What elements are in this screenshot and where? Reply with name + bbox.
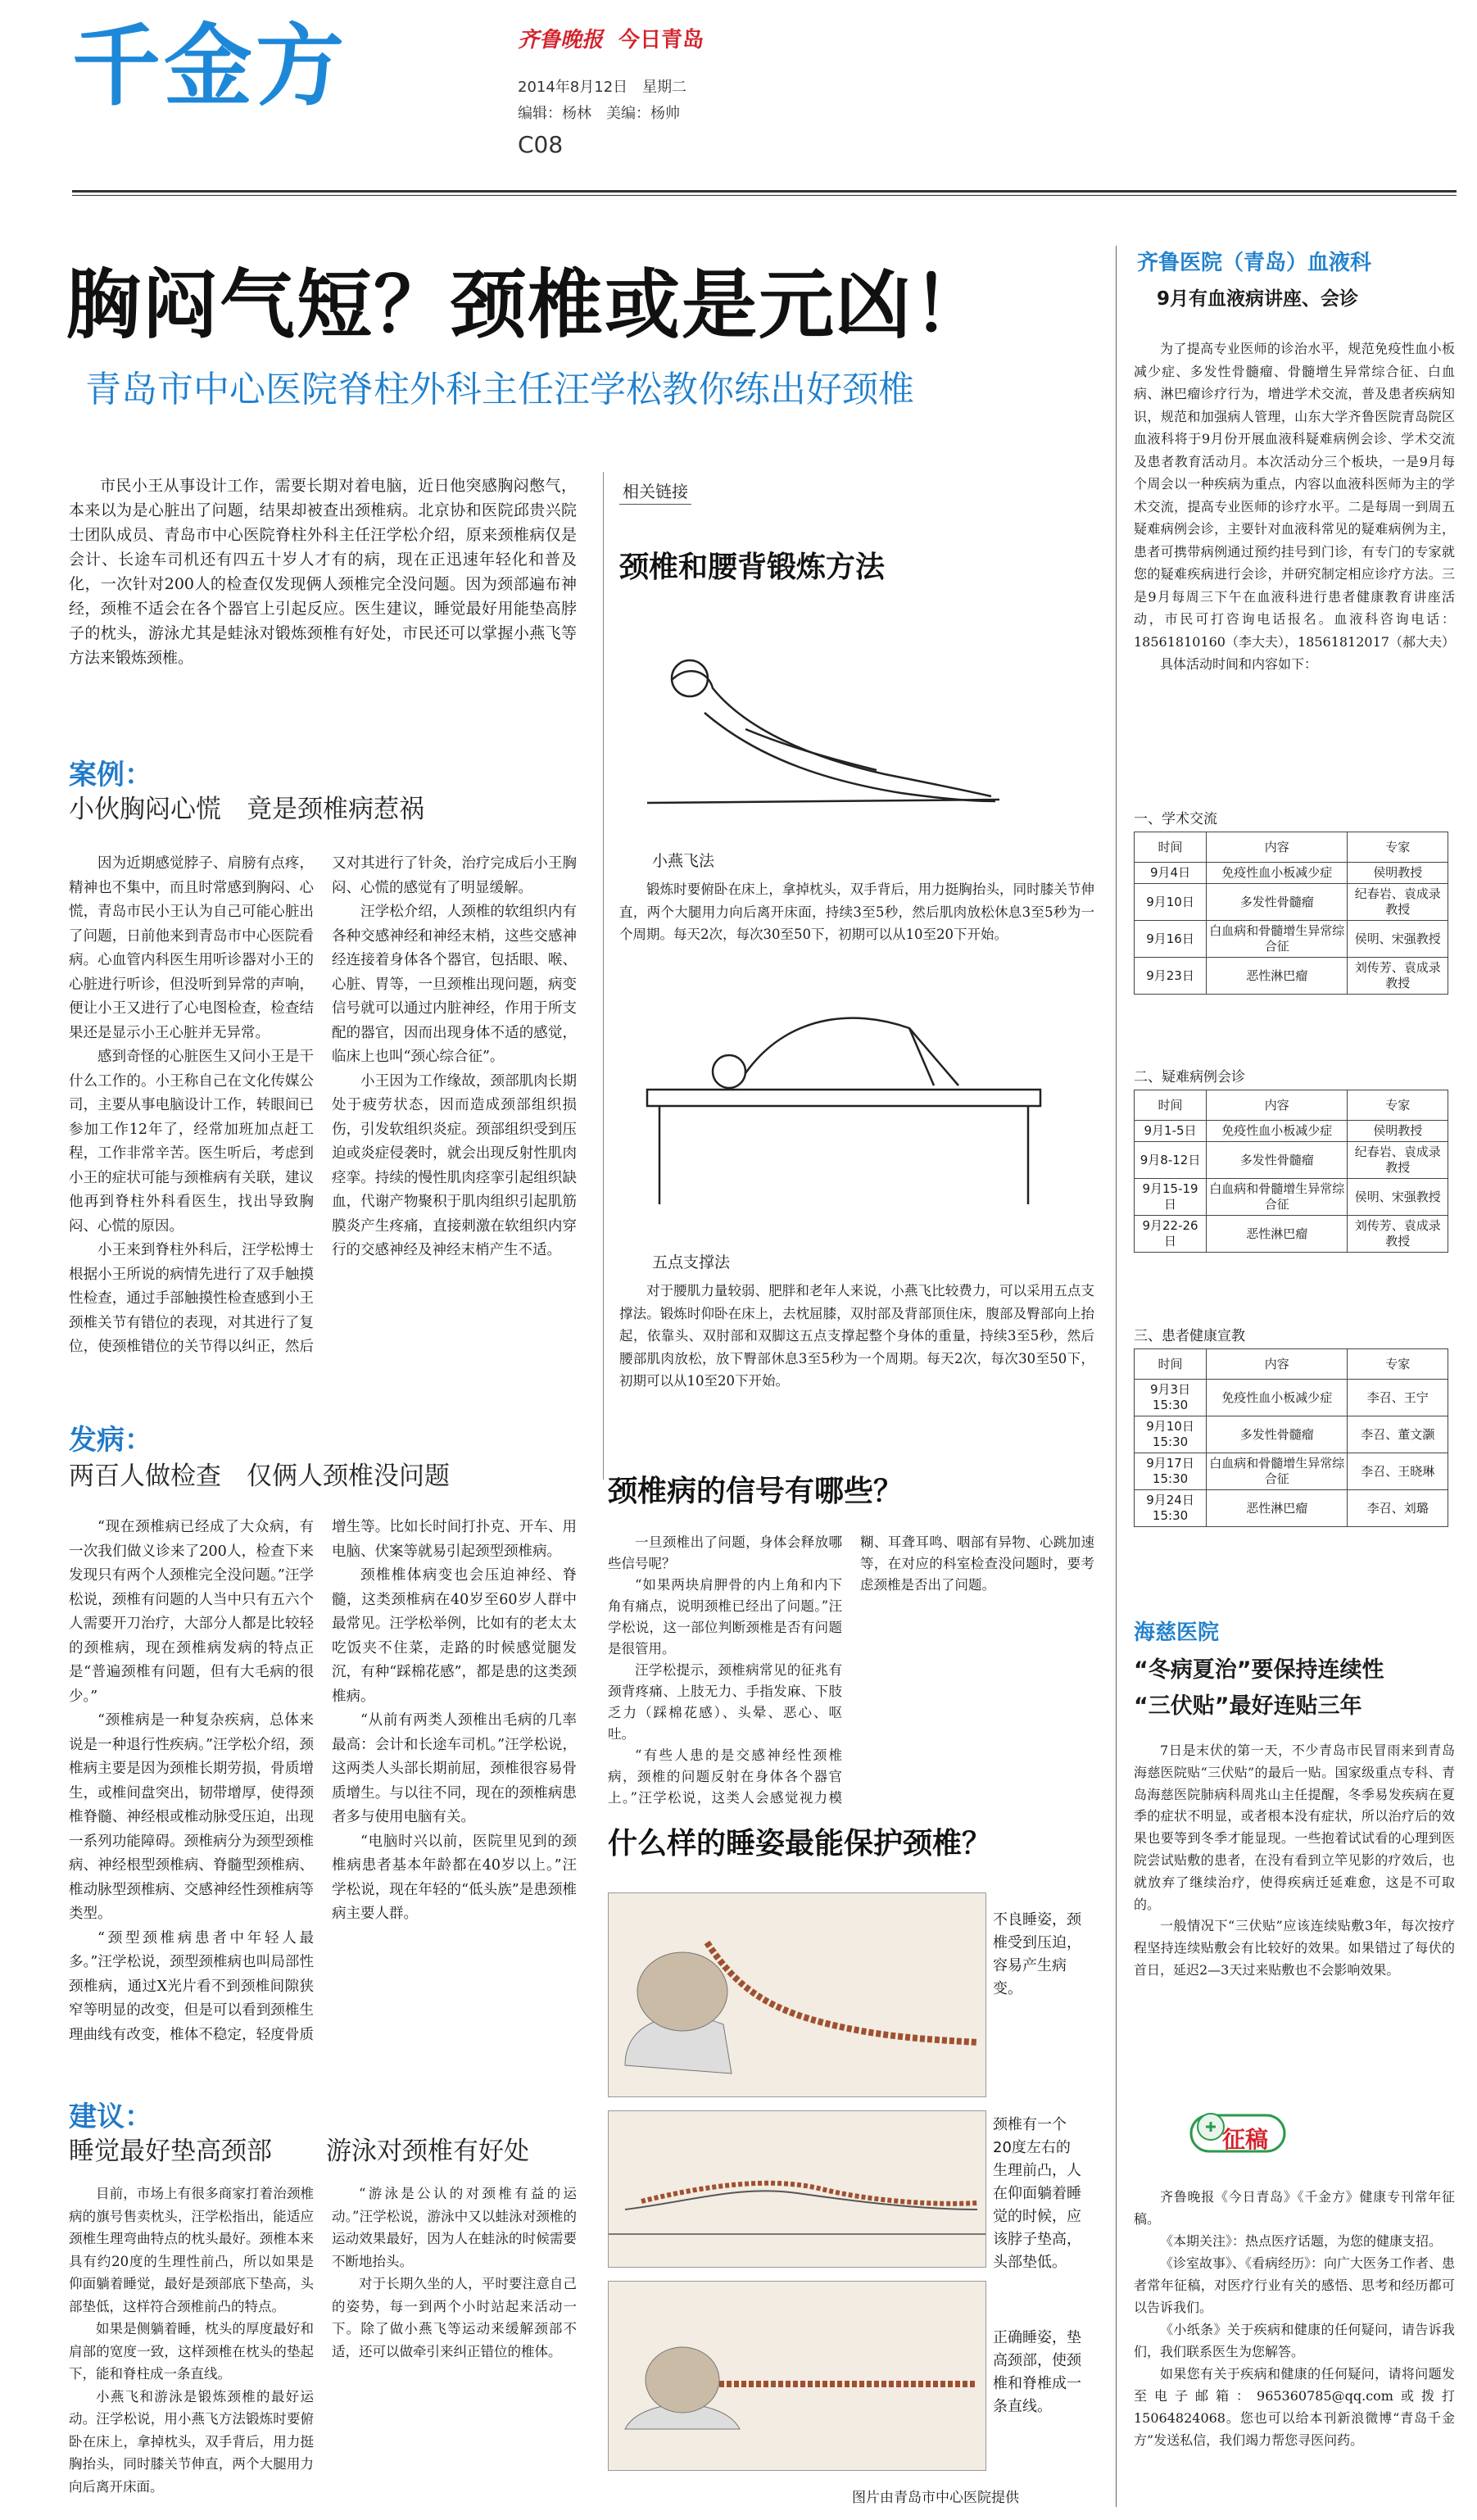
cfp-paragraph: 《小纸条》关于疾病和健康的任何疑问，请告诉我们，我们联系医生为您解答。 [1134,2322,1455,2359]
masthead-rule [72,190,1457,193]
cell: 9月16日 [1135,921,1207,958]
hospital-1-text: 为了提高专业医师的诊治水平，规范免疫性血小板减少症、多发性骨髓瘤、骨髓增生异常综合征、白血病、淋巴瘤诊疗行为，增进学术交流，普及患者疾病知识，规范和加强病人管理，山东大学齐鲁医院青岛院区血液科将于9月份开展血液科疑难病例会诊、学术交流及患者教育活动月。本次活动分三个板块，一是9月每个周会以一种疾病为重点，内容以血液科医师为主的学术交流，提高专业医师的诊疗水平。二是每周一到周五疑难病例会诊，主要针对血液科常见的疑难病例为主，患者可携带病例通过预约挂号到门诊，有专门的专家就您的疑难疾病进行会诊，并研究制定相应诊疗方法。三是9月每周三下午在血液科进行患者健康教育讲座活动，市民可打咨询电话报名。血液科咨询电话：18561810160（李大夫），18561812017（郝大夫） [1134,341,1455,650]
sleep-caption-supine: 颈椎有一个20度左右的生理前凸，人在仰面躺着睡觉的时候，应该脖子垫高，头部垫低。 [993,2116,1081,2271]
cfp-paragraph: 《本期关注》：热点医疗话题，为您的健康支招。 [1160,2233,1443,2249]
cell: 9月17日15:30 [1135,1453,1207,1490]
exercise-title: 颈椎和腰背锻炼方法 [619,551,886,584]
table-row [1135,1121,1448,1142]
cell: 李召、刘璐 [1348,1490,1448,1527]
swallow-text-p: 锻炼时要俯卧在床上，拿掉枕头，双手背后，用力挺胸抬头，同时膝关节伸直，两个大腿用力向后离开床面，持续3至5秒，然后肌肉放松休息3至5秒为一个周期。每天2次，每次30至50下，初期可以从10至20下开始。 [619,882,1094,942]
bad-head [637,1952,727,2031]
lead-text: 市民小王从事设计工作，需要长期对着电脑，近日他突感胸闷憋气，本来以为是心脏出了问题，结果却被查出颈椎病。北京协和医院邱贵兴院士团队成员、青岛市中心医院脊柱外科主任汪学松介绍，原来颈椎病仅是会计、长途车司机还有四五十岁人才有的病，现在正迅速年轻化和普及化，一次针对200人的检查仅发现俩人颈椎完全没问题。因为颈部遍布神经，颈椎不适会在各个器官上引起反应。医生建议，睡觉最好用能垫高脖子的枕头，游泳尤其是蛙泳对锻炼颈椎有好处，市民还可以掌握小燕飞等方法来锻炼颈椎。 [69,477,577,667]
cell: 免疫性血小板减少症 [1207,863,1348,884]
cell: 白血病和骨髓增生异常综合征 [1207,921,1348,958]
bad-spine [707,1942,977,2042]
cell: 9月10日15:30 [1135,1416,1207,1453]
cell: 9月8-12日 [1135,1142,1207,1179]
onset-paragraph: “现在颈椎病已经成了大众病，有一次我们做义诊来了200人，检查下来发现只有两个人颈椎完全没问题。”汪学松说，颈椎有问题的人当中只有五六个人需要开刀治疗，大部分人都是比较轻的颈椎病，现在颈椎病发病的特点正是“普遍颈椎有问题，但有大毛病的很少。” [69,1519,314,1705]
table-row [1135,863,1448,884]
table-1 [1134,832,1448,995]
five-point-legs [909,1028,934,1086]
table-row [1135,1490,1448,1527]
onset-paragraph: “从前有两类人颈椎出毛病的几率最高：会计和长途车司机。”汪学松说，这两类人头部长期前屈，颈椎很容易骨质增生。与以往不同，现在的颈椎病患者多与使用电脑有关。 [332,1712,577,1825]
five-point-text [619,1280,1094,1393]
table-row [1135,958,1448,995]
signal-paragraph: “有些人患的是交感神经性颈椎病，颈椎的问题反射在身体各个器官上。”汪学松说，这类人会感觉视力模糊、耳聋耳鸣、咽部有异物、心跳加速等，在对应的科室检查没问题时，要考虑颈椎是否出了问题。 [608,1534,1094,1806]
sleep-title: 什么样的睡姿最能保护颈椎？ [608,1827,992,1861]
table-row [1135,884,1448,921]
advice-subtitle-b: 游泳对颈椎有好处 [326,2137,529,2166]
sleep-figure-side [608,2281,986,2471]
th-content: 内容 [1207,1349,1348,1380]
five-point-head [713,1055,745,1088]
call-for-papers-label: 征稿 [1222,2126,1269,2153]
cell: 纪春岩、袁成录教授 [1348,884,1448,921]
case-tag: 案例： [69,759,152,791]
cell: 多发性骨髓瘤 [1207,1142,1348,1179]
th-expert: 专家 [1348,1349,1448,1380]
bed [647,1090,1040,1106]
cell: 恶性淋巴瘤 [1207,958,1348,995]
hospital-2-paragraph: 一般情况下“三伏贴”应该连续贴敷3年，每次按疗程坚持连续贴敷会有比较好的效果。如果错过了每伏的首日，延迟2—3天过来贴敷也不会影响效果。 [1134,1918,1455,1978]
advice-subtitle-a: 睡觉最好垫高颈部 [69,2137,272,2166]
masthead-rule-thin [72,195,1457,196]
table-3-title: 三、患者健康宣教 [1134,1328,1245,1344]
th-content: 内容 [1207,1090,1348,1121]
side-head [646,2347,719,2413]
advice-paragraph: 如果是侧躺着睡，枕头的厚度最好和肩部的宽度一致，这样颈椎在枕头的垫起下，能和脊柱成一条直线。 [69,2321,314,2382]
paper-name [518,23,704,53]
cfp-paragraph: 如果您有关于疾病和健康的任何疑问，请将问题发至电子邮箱：965360785@qq.com或拨打15064824068。您也可以给本刊新浪微博“青岛千金方”发送私信，我们竭力帮您寻医问药。 [1134,2366,1455,2448]
signal-paragraph: 汪学松提示，颈椎病常见的征兆有颈背疼痛、上肢无力、手指发麻、下肢乏力（踩棉花感）、头晕、恶心、呕吐。 [608,1662,842,1742]
hospital-2-paragraph: 7日是末伏的第一天，不少青岛市民冒雨来到青岛海慈医院贴“三伏贴”的最后一贴。国家级重点专科、青岛海慈医院肺病科周兆山主任提醒，冬季易发疾病在夏季的症状不明显，或者根本没有症状，所以治疗后的效果也要等到冬季才能显现。一些抱着试试看的心理到医院尝试贴敷的患者，在没有看到立竿见影的疗效后，也就放弃了继续治疗，使得疾病迁延难愈，这是不可取的。 [1134,1743,1455,1912]
th-expert: 专家 [1348,1090,1448,1121]
issue-date: 2014年8月12日 星期二 [518,79,687,96]
swallow-caption: 小燕飞法 [652,852,715,870]
main-subheadline: 青岛市中心医院脊柱外科主任汪学松教你练出好颈椎 [85,369,914,410]
case-subtitle: 小伙胸闷心慌 竟是颈椎病惹祸 [69,795,424,824]
cell: 9月24日15:30 [1135,1490,1207,1527]
editors: 编辑：杨林 美编：杨帅 [518,105,680,122]
case-paragraph: 小王因为工作缘故，颈部肌肉长期处于疲劳状态，因而造成颈部组织损伤，引发软组织炎症。颈部组织受到压迫或炎症侵袭时，就会出现反射性肌肉痉挛。持续的慢性肌肉痉挛引起组织缺血，代谢产物聚积于肌肉组织引起肌筋膜炎产生疼痛，直接刺激在软组织内穿行的交感神经及神经末梢产生不适。 [332,1072,577,1258]
cell: 9月22-26日 [1135,1216,1207,1253]
table-row [1135,1142,1448,1179]
table-row [1135,1453,1448,1490]
cell: 侯明、宋强教授 [1348,921,1448,958]
five-point-body [745,1018,958,1086]
case-body [69,852,577,1385]
edition-name: 今日青岛 [618,28,705,52]
supine-spine [641,2183,977,2204]
cell: 免疫性血小板减少症 [1207,1121,1348,1142]
th-time: 时间 [1135,1349,1207,1380]
signal-paragraph: 一旦颈椎出了问题，身体会释放哪些信号呢？ [608,1534,842,1571]
onset-tag: 发病： [69,1424,152,1457]
cell: 侯明教授 [1348,863,1448,884]
five-point-figure [639,967,1049,1212]
cell: 李召、董文灏 [1348,1416,1448,1453]
hospital-1-name: 齐鲁医院（青岛）血液科 [1137,251,1372,275]
swallow-exercise-figure [631,606,1008,819]
call-for-papers-body [1134,2186,1455,2451]
hospital-2-headline-a: “冬病夏治”要保持连续性 [1134,1657,1384,1683]
swallow-floor [647,800,999,803]
table-row [1135,1416,1448,1453]
table-1-title: 一、学术交流 [1134,811,1217,827]
cell: 免疫性血小板减少症 [1207,1380,1348,1416]
cell: 9月4日 [1135,863,1207,884]
cell: 9月23日 [1135,958,1207,995]
case-paragraph: 小王来到脊柱外科后，汪学松博士根据小王所说的病情先进行了双手触摸性检查，通过手部触摸性检查感到小王颈椎关节有错位的表现，对其进行了复位，使颈椎错位的关节得以纠正，然后又对其进行了针灸，治疗完成后小王胸闷、心慌的感觉有了明显缓解。 [69,855,577,1355]
signal-body [608,1532,1094,1815]
page-number: C08 [518,131,564,158]
related-links-label: 相关链接 [619,478,691,505]
advice-paragraph: 对于长期久坐的人，平时要注意自己的姿势，每一到两个小时站起来活动一下。除了做小燕飞等运动来缓解颈部不适，还可以做牵引来纠正错位的椎体。 [332,2276,577,2359]
five-point-text-p: 对于腰肌力量较弱、肥胖和老年人来说，小燕飞比较费力，可以采用五点支撑法。锻炼时仰卧在床上，去枕屈膝，双肘部及背部顶住床，腹部及臀部向上抬起，依靠头、双肘部和双脚这五点支撑起整个身体的重量，持续3至5秒，然后腰部肌肉放松，放下臀部休息3至5秒为一个周期。每天2次，每次30至50下，初期可以从10至20下开始。 [619,1283,1094,1389]
advice-paragraph: “游泳是公认的对颈椎有益的运动。”汪学松说，游泳中又以蛙泳对颈椎的运动效果最好，因为人在蛙泳的时候需要不断地抬头。 [332,2186,577,2269]
cell: 多发性骨髓瘤 [1207,1416,1348,1453]
cell: 刘传芳、袁成录教授 [1348,958,1448,995]
paper-logo: 齐鲁晚报 [518,28,604,52]
cell: 侯明、宋强教授 [1348,1179,1448,1216]
th-time: 时间 [1135,1090,1207,1121]
cell: 9月1-5日 [1135,1121,1207,1142]
cell: 白血病和骨髓增生异常综合征 [1207,1179,1348,1216]
cell: 恶性淋巴瘤 [1207,1490,1348,1527]
case-paragraph: 因为近期感觉脖子、肩膀有点疼，精神也不集中，而且时常感到胸闷、心慌，青岛市民小王认为自己可能心脏出了问题，日前他来到青岛市中心医院看病。心血管内科医生用听诊器对小王的心脏进行听诊，但没听到异常的声响，便让小王又进行了心电图检查，检查结果还是显示小王心脏并无异常。 [69,855,314,1041]
onset-subtitle: 两百人做检查 仅俩人颈椎没问题 [69,1462,450,1491]
case-paragraph: 感到奇怪的心脏医生又问小王是干什么工作的。小王称自己在文化传媒公司，主要从事电脑设计工作，转眼间已参加工作12年了，经常加班加点赶工程，工作非常辛苦。医生听后，考虑到小王的症状可能与颈椎病有关联，建议他再到脊柱外科看医生，找出导致胸闷、心慌的原因。 [69,1049,314,1235]
hospital-2-headline-b: “三伏贴”最好连贴三年 [1134,1693,1362,1719]
main-headline: 胸闷气短？颈椎或是元凶！ [66,261,990,349]
table-row [1135,1380,1448,1416]
supine-body [625,2191,977,2210]
onset-paragraph: “颈椎病是一种复杂疾病，总体来说是一种退行性疾病。”汪学松介绍，颈椎病主要是因为颈椎长期劳损，骨质增生，或椎间盘突出，韧带增厚，使得颈椎脊髓、神经根或椎动脉受压迫，出现一系列功能障碍。颈椎病分为颈型颈椎病、神经根型颈椎病、脊髓型颈椎病、椎动脉型颈椎病、交感神经性颈椎病等类型。 [69,1712,314,1922]
five-point-caption: 五点支撑法 [652,1253,731,1271]
section-title: 千金方 [72,16,348,118]
table-2 [1134,1090,1448,1253]
onset-paragraph: 颈椎椎体病变也会压迫神经、脊髓，这类颈椎病在40岁至60岁人群中最常见。汪学松举例，比如有的老太太吃饭夹不住菜，走路的时候感觉腿发沉，有种“踩棉花感”，都是患的这类颈椎病。 [332,1567,577,1705]
sleep-figure-supine [608,2110,986,2268]
cell: 9月15-19日 [1135,1179,1207,1216]
th-content: 内容 [1207,832,1348,863]
case-paragraph: 汪学松介绍，人颈椎的软组织内有各种交感神经和神经末梢，这些交感神经连接着身体各个器官，包括眼、喉、心脏、胃等，一旦颈椎出现问题，病变信号就可以通过内脏神经，作用于所支配的器官，因而出现身体不适的感觉，临床上也叫“颈心综合征”。 [332,904,577,1065]
swallow-head [672,660,708,696]
swallow-text [619,878,1094,946]
sleep-figure-bad [608,1892,986,2097]
table-2-title: 二、疑难病例会诊 [1134,1069,1245,1086]
schedule-intro: 具体活动时间和内容如下： [1160,656,1318,672]
onset-paragraph: “颈型颈椎病患者中年轻人最多。”汪学松说，颈型颈椎病也叫局部性颈椎病，通过X光片看不到颈椎间隙狭窄等明显的改变，但是可以看到颈椎生理曲线有改变，椎体不稳定，轻度骨质增生等。比如长时间打扑克、开车、用电脑、伏案等就易引起颈型颈椎病。 [69,1519,577,2043]
cell: 李召、王宁 [1348,1380,1448,1416]
th-time: 时间 [1135,832,1207,863]
cell: 多发性骨髓瘤 [1207,884,1348,921]
cell: 刘传芳、袁成录教授 [1348,1216,1448,1253]
column-separator [1116,246,1117,2507]
cell: 9月3日15:30 [1135,1380,1207,1416]
cell: 李召、王晓琳 [1348,1453,1448,1490]
lead-paragraph [69,474,577,670]
th-expert: 专家 [1348,832,1448,863]
table-row [1135,1179,1448,1216]
table-row [1135,1216,1448,1253]
advice-tag: 建议： [69,2101,152,2133]
table-row [1135,921,1448,958]
cfp-paragraph: 齐鲁晚报《今日青岛》《千金方》健康专刊常年征稿。 [1134,2189,1455,2227]
cell: 侯明教授 [1348,1121,1448,1142]
onset-body [69,1516,577,2081]
signal-title: 颈椎病的信号有哪些？ [608,1475,904,1508]
cell: 恶性淋巴瘤 [1207,1216,1348,1253]
sleep-caption-bad: 不良睡姿，颈椎受到压迫，容易产生病变。 [993,1911,1081,1997]
advice-paragraph: 目前，市场上有很多商家打着治颈椎病的旗号售卖枕头，汪学松指出，能适应颈椎生理弯曲特点的枕头最好。颈椎本来具有约20度的生理性前凸，所以如果是仰面躺着睡觉，最好是颈部底下垫高，头部垫低，这样符合颈椎前凸的特点。 [69,2186,314,2314]
photo-credit: 图片由青岛市中心医院提供 [852,2490,1019,2506]
advice-body [69,2182,577,2510]
hospital-1-headline: 9月有血液病讲座、会诊 [1157,288,1359,310]
swallow-arms [745,729,877,770]
onset-paragraph: “电脑时兴以前，医院里见到的颈椎病患者基本年龄都在40岁以上。”汪学松说，现在年轻的“低头族”是患颈椎病主要人群。 [332,1833,577,1922]
signal-paragraph: “如果两块肩胛骨的内上角和内下角有痛点，说明颈椎已经出了问题。”汪学松说，这一部位判断颈椎是否有问题是很管用。 [608,1577,842,1657]
table-3 [1134,1348,1448,1527]
cell: 白血病和骨髓增生异常综合征 [1207,1453,1348,1490]
hospital-2-name: 海慈医院 [1134,1620,1220,1645]
hospital-1-body [1134,338,1455,676]
sleep-caption-side: 正确睡姿，垫高颈部，使颈椎和脊椎成一条直线。 [993,2329,1081,2415]
cell: 纪春岩、袁成录教授 [1348,1142,1448,1179]
cfp-paragraph: 《诊室故事》、《看病经历》：向广大医务工作者、患者常年征稿，对医疗行业有关的感悟、思考和经历都可以告诉我们。 [1134,2255,1456,2315]
hospital-2-body [1134,1740,1455,1982]
advice-paragraph: 小燕飞和游泳是锻炼颈椎的最好运动。汪学松说，用小燕飞方法锻炼时要俯卧在床上，拿掉枕头，双手背后，用力挺胸抬头，同时膝关节伸直，两个大腿用力向后离开床面。 [69,2388,314,2495]
cell: 9月10日 [1135,884,1207,921]
